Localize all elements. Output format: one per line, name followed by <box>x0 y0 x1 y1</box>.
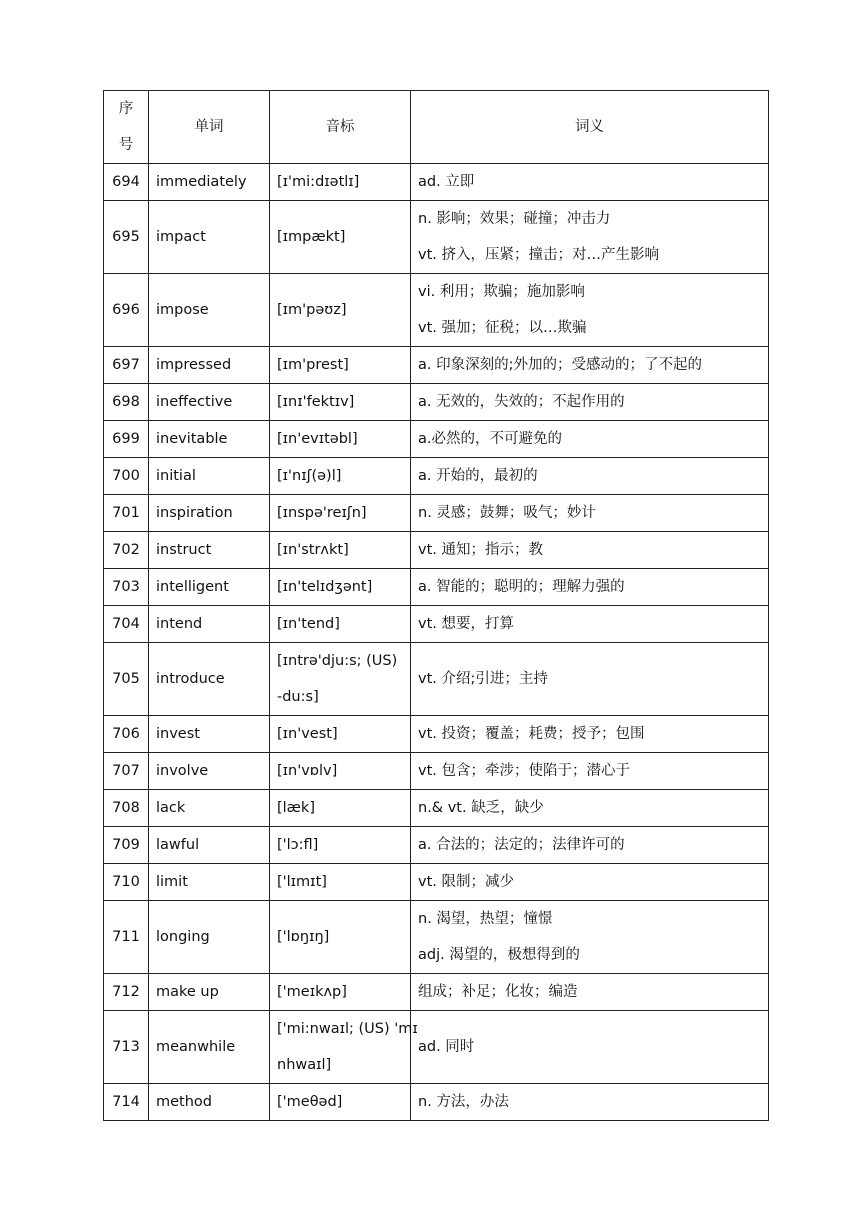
row-meaning <box>411 790 769 827</box>
row-word: initial <box>149 458 270 495</box>
table-row <box>104 347 769 384</box>
row-number: 697 <box>104 347 149 384</box>
row-phonetic <box>270 716 411 753</box>
header-meaning: 词义 <box>411 91 769 164</box>
row-phonetic <box>270 274 411 347</box>
row-meaning <box>411 458 769 495</box>
row-number: 703 <box>104 569 149 606</box>
row-number: 696 <box>104 274 149 347</box>
row-meaning <box>411 384 769 421</box>
row-phonetic <box>270 421 411 458</box>
row-word: lack <box>149 790 270 827</box>
row-phonetic <box>270 827 411 864</box>
table-row <box>104 569 769 606</box>
meaning-line: a. 合法的；法定的；法律许可的 <box>418 837 625 853</box>
row-word: make up <box>149 974 270 1011</box>
row-word: impose <box>149 274 270 347</box>
phonetic-line: ['mi:nwaɪl; (US) 'mɪ <box>277 1021 418 1037</box>
table-row <box>104 201 769 274</box>
meaning-line: adj. 渴望的，极想得到的 <box>418 947 580 963</box>
row-number: 705 <box>104 643 149 716</box>
phonetic-line: [ɪn'tend] <box>277 616 340 632</box>
row-number: 714 <box>104 1084 149 1121</box>
table-row <box>104 164 769 201</box>
row-phonetic <box>270 495 411 532</box>
row-word: invest <box>149 716 270 753</box>
meaning-line: 组成；补足；化妆；编造 <box>418 984 578 1000</box>
table-row <box>104 643 769 716</box>
row-phonetic <box>270 384 411 421</box>
meaning-line: n.& vt. 缺乏，缺少 <box>418 800 544 816</box>
row-word: ineffective <box>149 384 270 421</box>
meaning-line: vt. 包含；牵涉；使陷于；潜心于 <box>418 763 630 779</box>
table-row <box>104 716 769 753</box>
phonetic-line: [ɪ'mi:dɪətlɪ] <box>277 174 360 190</box>
phonetic-line: ['meθəd] <box>277 1094 343 1110</box>
meaning-line: a.必然的，不可避免的 <box>418 431 562 447</box>
phonetic-line: [ɪntrə'dju:s; (US) <box>277 653 398 669</box>
meaning-line: vt. 介绍;引进；主持 <box>418 671 548 687</box>
row-phonetic <box>270 347 411 384</box>
row-number: 712 <box>104 974 149 1011</box>
row-word: intelligent <box>149 569 270 606</box>
row-word: inspiration <box>149 495 270 532</box>
table-row <box>104 827 769 864</box>
table-row <box>104 532 769 569</box>
row-meaning <box>411 1084 769 1121</box>
vocabulary-table <box>103 90 769 1121</box>
row-number: 700 <box>104 458 149 495</box>
phonetic-line: [ɪnspə'reɪʃn] <box>277 505 367 521</box>
row-meaning <box>411 201 769 274</box>
row-phonetic <box>270 606 411 643</box>
row-word: method <box>149 1084 270 1121</box>
row-word: instruct <box>149 532 270 569</box>
row-phonetic <box>270 864 411 901</box>
row-word: meanwhile <box>149 1011 270 1084</box>
table-row <box>104 274 769 347</box>
table-row <box>104 495 769 532</box>
row-number: 713 <box>104 1011 149 1084</box>
phonetic-line: ['meɪkʌp] <box>277 984 347 1000</box>
meaning-line: ad. 同时 <box>418 1039 475 1055</box>
meaning-line: vt. 强加；征税；以…欺骗 <box>418 320 587 336</box>
table-row <box>104 790 769 827</box>
meaning-line: vt. 想要，打算 <box>418 616 514 632</box>
row-number: 694 <box>104 164 149 201</box>
row-word: inevitable <box>149 421 270 458</box>
meaning-line: a. 开始的，最初的 <box>418 468 538 484</box>
table-body <box>104 164 769 1121</box>
phonetic-line: -du:s] <box>277 689 319 705</box>
meaning-line: n. 影响；效果；碰撞；冲击力 <box>418 211 611 227</box>
row-word: longing <box>149 901 270 974</box>
row-number: 704 <box>104 606 149 643</box>
row-phonetic <box>270 201 411 274</box>
row-phonetic <box>270 1084 411 1121</box>
row-number: 710 <box>104 864 149 901</box>
header-phonetic: 音标 <box>270 91 411 164</box>
meaning-line: n. 灵感；鼓舞；吸气；妙计 <box>418 505 596 521</box>
table-row <box>104 384 769 421</box>
phonetic-line: [ɪn'telɪdʒənt] <box>277 579 373 595</box>
phonetic-line: ['lɒŋɪŋ] <box>277 929 330 945</box>
table-row <box>104 606 769 643</box>
row-phonetic <box>270 1011 418 1084</box>
row-meaning <box>411 864 769 901</box>
row-phonetic <box>270 790 411 827</box>
row-meaning <box>411 753 769 790</box>
meaning-line: n. 方法，办法 <box>418 1094 509 1110</box>
meaning-line: a. 智能的；聪明的；理解力强的 <box>418 579 625 595</box>
row-meaning <box>411 901 769 974</box>
meaning-line: ad. 立即 <box>418 174 475 190</box>
header-number-line-1: 序 <box>118 101 134 117</box>
phonetic-line: [ɪn'evɪtəbl] <box>277 431 358 447</box>
meaning-line: a. 印象深刻的;外加的；受感动的；了不起的 <box>418 357 702 373</box>
table-row <box>104 864 769 901</box>
row-phonetic <box>270 974 411 1011</box>
row-number: 708 <box>104 790 149 827</box>
phonetic-line: [ɪm'prest] <box>277 357 349 373</box>
row-word: limit <box>149 864 270 901</box>
row-meaning <box>411 421 769 458</box>
row-number: 701 <box>104 495 149 532</box>
table-row <box>104 1084 769 1121</box>
row-number: 706 <box>104 716 149 753</box>
row-phonetic <box>270 643 411 716</box>
row-meaning <box>411 569 769 606</box>
row-meaning <box>411 606 769 643</box>
row-word: introduce <box>149 643 270 716</box>
row-word: impressed <box>149 347 270 384</box>
table-row <box>104 901 769 974</box>
phonetic-line: [ɪmpækt] <box>277 229 346 245</box>
table-row <box>104 458 769 495</box>
row-meaning <box>411 1011 769 1084</box>
phonetic-line: nhwaɪl] <box>277 1057 332 1073</box>
row-phonetic <box>270 901 411 974</box>
meaning-line: n. 渴望，热望；憧憬 <box>418 911 553 927</box>
row-number: 707 <box>104 753 149 790</box>
phonetic-line: [ɪnɪ'fektɪv] <box>277 394 355 410</box>
header-number <box>104 91 149 164</box>
row-number: 702 <box>104 532 149 569</box>
table-row <box>104 974 769 1011</box>
row-word: involve <box>149 753 270 790</box>
row-phonetic <box>270 532 411 569</box>
row-meaning <box>411 643 769 716</box>
row-meaning <box>411 495 769 532</box>
row-word: immediately <box>149 164 270 201</box>
row-meaning <box>411 974 769 1011</box>
row-phonetic <box>270 164 411 201</box>
table-header <box>104 91 769 164</box>
meaning-line: a. 无效的，失效的；不起作用的 <box>418 394 625 410</box>
phonetic-line: [ɪn'strʌkt] <box>277 542 349 558</box>
row-meaning <box>411 274 769 347</box>
row-meaning <box>411 164 769 201</box>
row-word: intend <box>149 606 270 643</box>
row-number: 698 <box>104 384 149 421</box>
meaning-line: vi. 利用；欺骗；施加影响 <box>418 284 585 300</box>
phonetic-line: [ɪn'vest] <box>277 726 338 742</box>
phonetic-line: [læk] <box>277 800 315 816</box>
row-meaning <box>411 347 769 384</box>
row-meaning <box>411 532 769 569</box>
table-row <box>104 1011 769 1084</box>
row-number: 695 <box>104 201 149 274</box>
header-word: 单词 <box>149 91 270 164</box>
row-number: 709 <box>104 827 149 864</box>
row-phonetic <box>270 753 411 790</box>
row-meaning <box>411 827 769 864</box>
meaning-line: vt. 挤入，压紧；撞击；对…产生影响 <box>418 247 659 263</box>
header-number-line-2: 号 <box>118 137 134 153</box>
row-number: 699 <box>104 421 149 458</box>
meaning-line: vt. 投资；覆盖；耗费；授予；包围 <box>418 726 645 742</box>
table-row <box>104 421 769 458</box>
row-word: impact <box>149 201 270 274</box>
row-number: 711 <box>104 901 149 974</box>
row-phonetic <box>270 458 411 495</box>
phonetic-line: [ɪ'nɪʃ(ə)l] <box>277 468 342 484</box>
phonetic-line: ['lɔ:fl] <box>277 837 319 853</box>
phonetic-line: ['lɪmɪt] <box>277 874 327 890</box>
phonetic-line: [ɪm'pəʊz] <box>277 302 347 318</box>
row-phonetic <box>270 569 411 606</box>
phonetic-line: [ɪn'vɒlv] <box>277 763 338 779</box>
row-word: lawful <box>149 827 270 864</box>
row-meaning <box>411 716 769 753</box>
meaning-line: vt. 限制；减少 <box>418 874 514 890</box>
meaning-line: vt. 通知；指示；教 <box>418 542 543 558</box>
table-row <box>104 753 769 790</box>
